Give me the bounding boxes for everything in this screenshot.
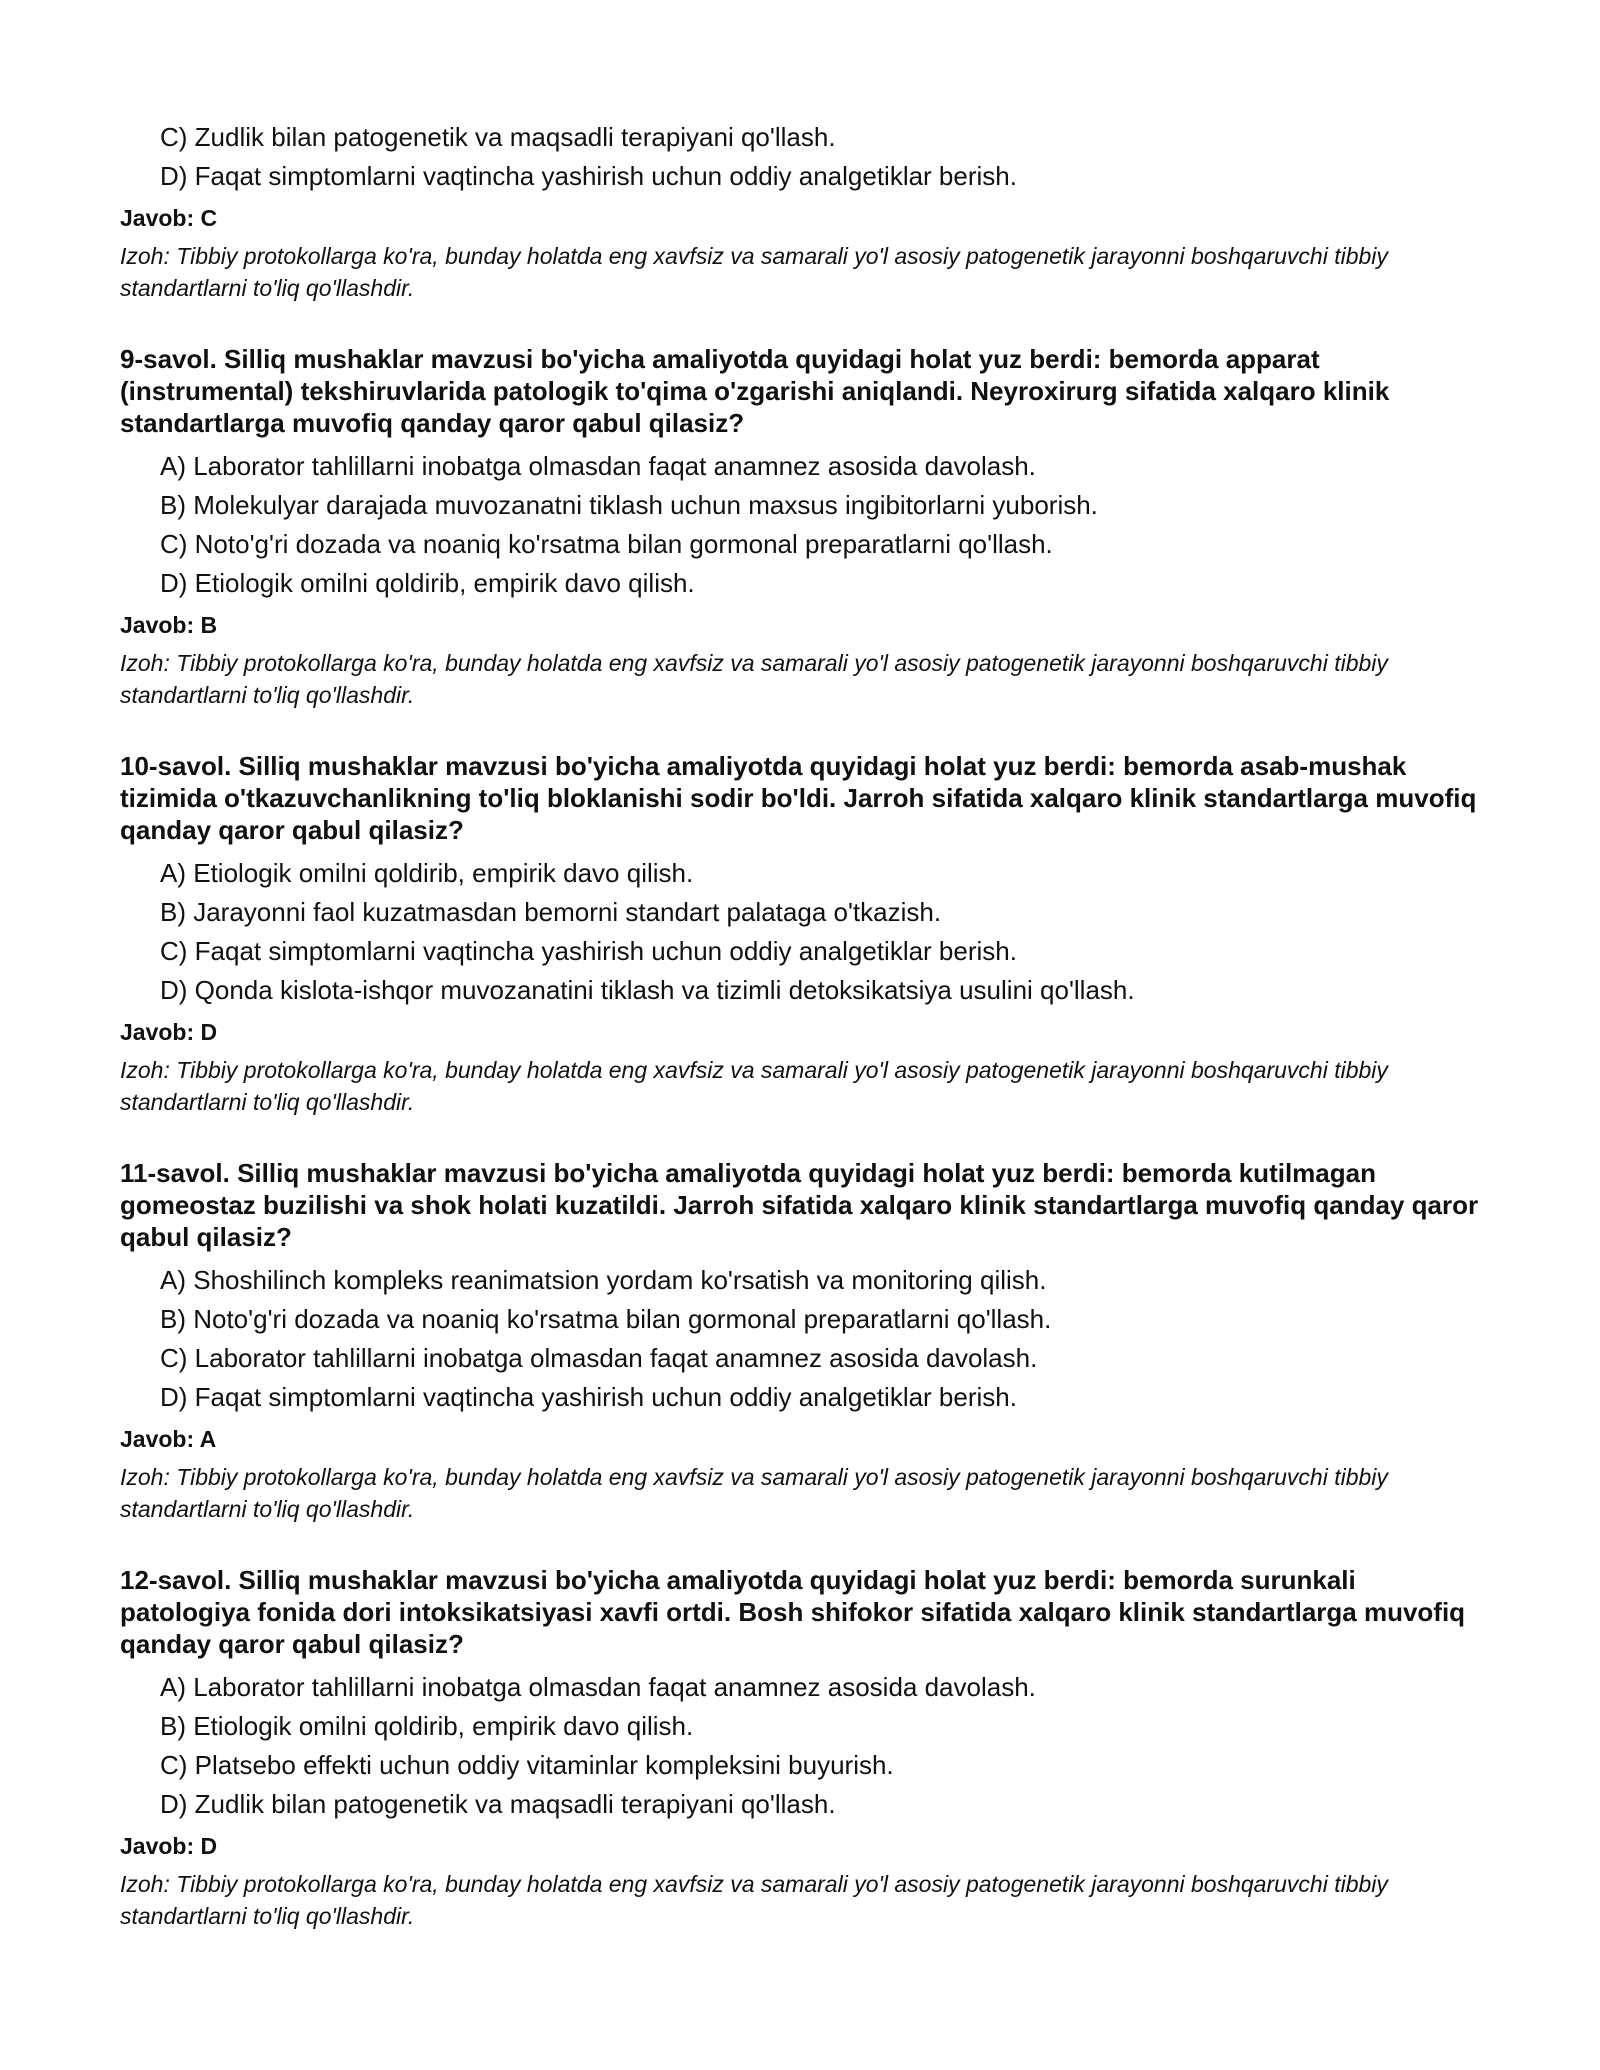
explanation-note: Izoh: Tibbiy protokollarga ko'ra, bunday holatda eng xavfsiz va samarali yo'l asosiy patogenetik jarayonni boshqaruvchi tibbiy standartlarni to'liq qo'llashdir. — [120, 650, 1388, 708]
option-a: A) Shoshilinch kompleks reanimatsion yordam ko'rsatish va monitoring qilish. — [160, 1265, 1047, 1295]
answer-label: Javob: A — [120, 1426, 217, 1452]
question-9 — [120, 343, 1490, 711]
question-10 — [120, 750, 1490, 1118]
explanation-note: Izoh: Tibbiy protokollarga ko'ra, bunday holatda eng xavfsiz va samarali yo'l asosiy patogenetik jarayonni boshqaruvchi tibbiy standartlarni to'liq qo'llashdir. — [120, 1464, 1388, 1522]
option-b: B) Molekulyar darajada muvozanatni tiklash uchun maxsus ingibitorlarni yuborish. — [160, 490, 1098, 520]
explanation-note: Izoh: Tibbiy protokollarga ko'ra, bunday holatda eng xavfsiz va samarali yo'l asosiy patogenetik jarayonni boshqaruvchi tibbiy standartlarni to'liq qo'llashdir. — [120, 1871, 1388, 1929]
question-text: 12-savol. Silliq mushaklar mavzusi bo'yicha amaliyotda quyidagi holat yuz berdi: bemorda surunkali patologiya fonida dori intoksikatsiyasi xavfi ortdi. Bosh shifokor sifatida xalqaro klinik standartlarga muvofiq qanday qaror qabul qilasiz? — [120, 1565, 1466, 1659]
option-c: C) Zudlik bilan patogenetik va maqsadli terapiyani qo'llash. — [160, 122, 836, 152]
option-a: A) Laborator tahlillarni inobatga olmasdan faqat anamnez asosida davolash. — [160, 451, 1036, 481]
explanation-note: Izoh: Tibbiy protokollarga ko'ra, bunday holatda eng xavfsiz va samarali yo'l asosiy patogenetik jarayonni boshqaruvchi tibbiy standartlarni to'liq qo'llashdir. — [120, 1057, 1388, 1115]
option-a: A) Etiologik omilni qoldirib, empirik davo qilish. — [160, 858, 694, 888]
option-a: A) Laborator tahlillarni inobatga olmasdan faqat anamnez asosida davolash. — [160, 1672, 1036, 1702]
option-c: C) Laborator tahlillarni inobatga olmasdan faqat anamnez asosida davolash. — [160, 1343, 1038, 1373]
answer-label: Javob: B — [120, 612, 218, 638]
option-d: D) Zudlik bilan patogenetik va maqsadli terapiyani qo'llash. — [160, 1789, 836, 1819]
question-text: 9-savol. Silliq mushaklar mavzusi bo'yicha amaliyotda quyidagi holat yuz berdi: bemorda apparat (instrumental) tekshiruvlarida patologik to'qima o'zgarishi aniqlandi. Neyroxirurg sifatida xalqaro klinik standartlarga muvofiq qanday qaror qabul qilasiz? — [120, 344, 1390, 438]
option-d: D) Faqat simptomlarni vaqtincha yashirish uchun oddiy analgetiklar berish. — [160, 161, 1017, 191]
option-b: B) Jarayonni faol kuzatmasdan bemorni standart palataga o'tkazish. — [160, 897, 942, 927]
answer-label: Javob: D — [120, 1833, 218, 1859]
question-11 — [120, 1157, 1490, 1525]
option-d: D) Faqat simptomlarni vaqtincha yashirish uchun oddiy analgetiklar berish. — [160, 1382, 1017, 1412]
document-page — [120, 118, 1490, 1932]
question-text: 10-savol. Silliq mushaklar mavzusi bo'yicha amaliyotda quyidagi holat yuz berdi: bemorda asab-mushak tizimida o'tkazuvchanlikning to'liq bloklanishi sodir bo'ldi. Jarroh sifatida xalqaro klinik standartlarga muvofiq qanday qaror qabul qilasiz? — [120, 751, 1477, 845]
option-d: D) Etiologik omilni qoldirib, empirik davo qilish. — [160, 568, 695, 598]
question-text: 11-savol. Silliq mushaklar mavzusi bo'yicha amaliyotda quyidagi holat yuz berdi: bemorda kutilmagan gomeostaz buzilishi va shok holati kuzatildi. Jarroh sifatida xalqaro klinik standartlarga muvofiq qanday qaror qabul qilasiz? — [120, 1158, 1479, 1252]
question-12 — [120, 1564, 1490, 1932]
option-c: C) Faqat simptomlarni vaqtincha yashirish uchun oddiy analgetiklar berish. — [160, 936, 1017, 966]
option-d: D) Qonda kislota-ishqor muvozanatini tiklash va tizimli detoksikatsiya usulini qo'llash. — [160, 975, 1135, 1005]
option-b: B) Etiologik omilni qoldirib, empirik davo qilish. — [160, 1711, 694, 1741]
question-8-continuation — [120, 118, 1490, 304]
option-b: B) Noto'g'ri dozada va noaniq ko'rsatma bilan gormonal preparatlarni qo'llash. — [160, 1304, 1052, 1334]
option-c: C) Platsebo effekti uchun oddiy vitaminlar kompleksini buyurish. — [160, 1750, 894, 1780]
explanation-note: Izoh: Tibbiy protokollarga ko'ra, bunday holatda eng xavfsiz va samarali yo'l asosiy patogenetik jarayonni boshqaruvchi tibbiy standartlarni to'liq qo'llashdir. — [120, 243, 1388, 301]
answer-label: Javob: D — [120, 1019, 218, 1045]
option-c: C) Noto'g'ri dozada va noaniq ko'rsatma bilan gormonal preparatlarni qo'llash. — [160, 529, 1053, 559]
answer-label: Javob: C — [120, 205, 218, 231]
